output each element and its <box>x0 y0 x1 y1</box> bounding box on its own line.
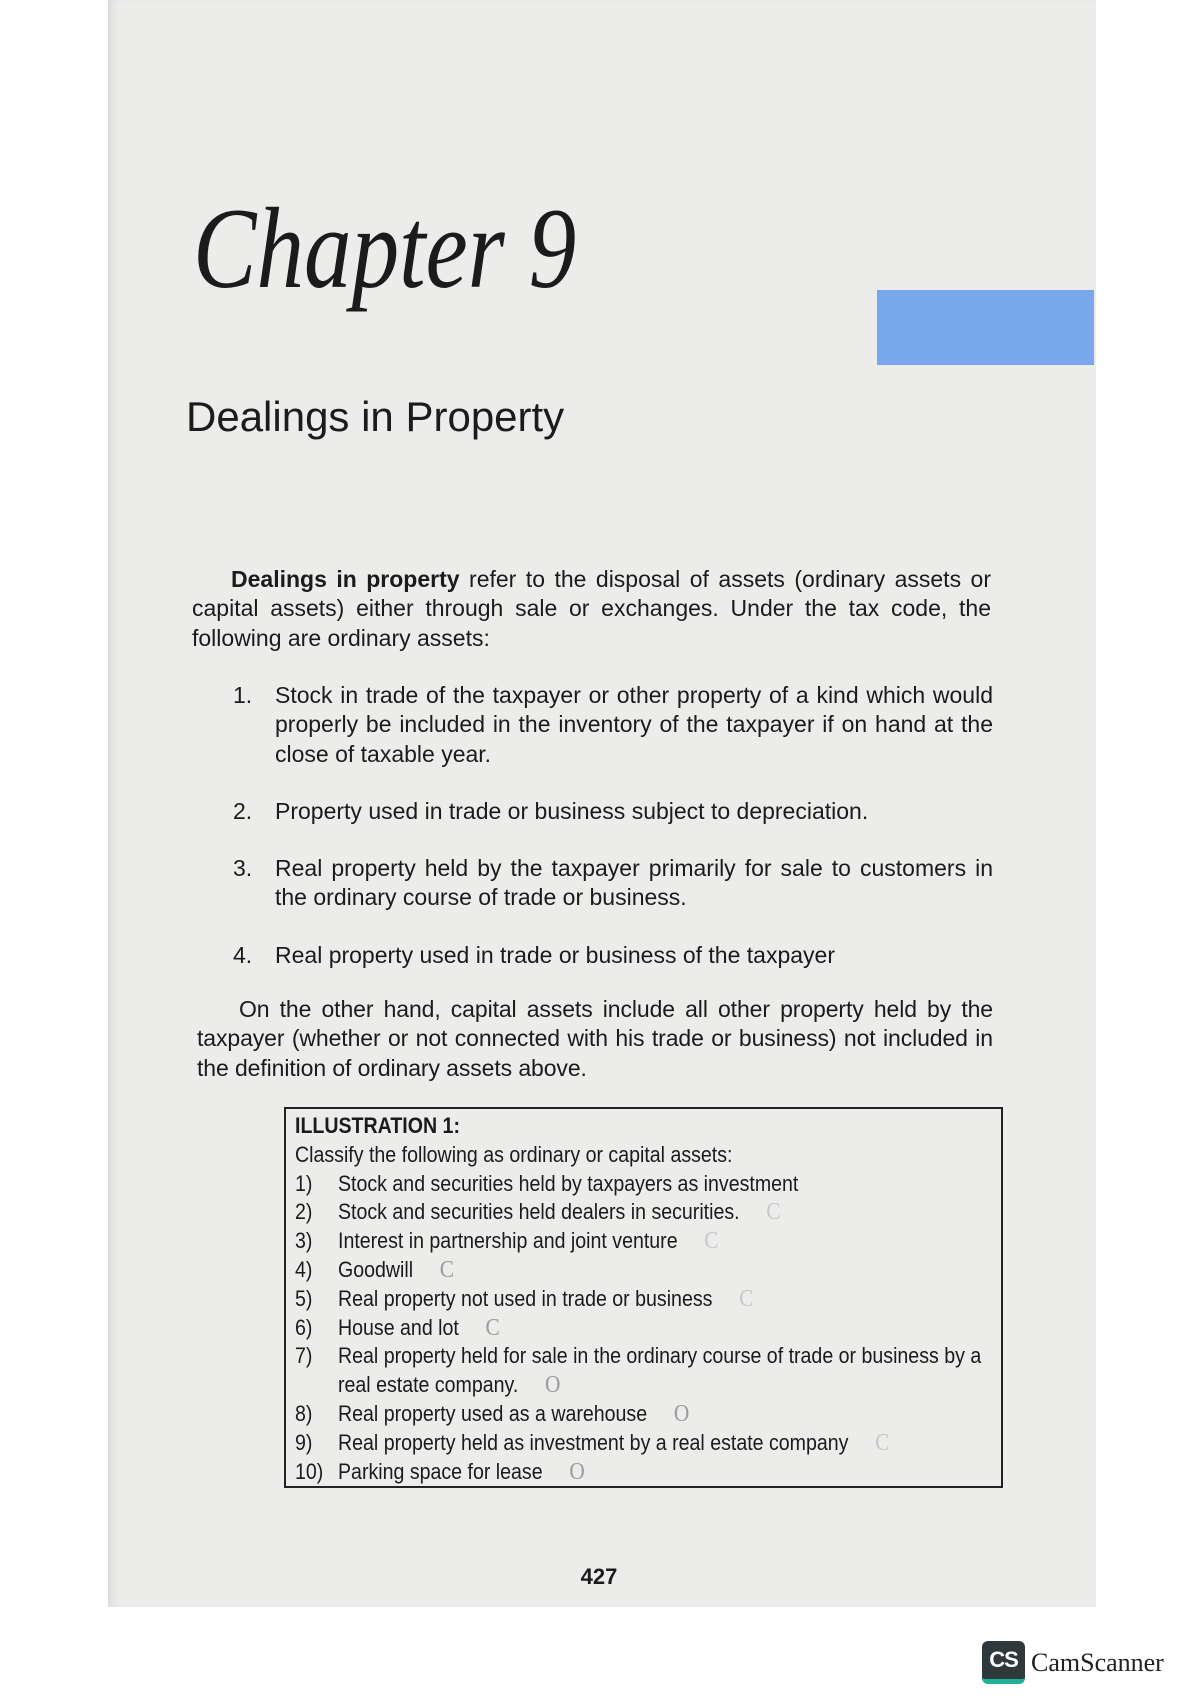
illustration-item-number: 8) <box>295 1400 313 1426</box>
list-item-text <box>275 797 993 826</box>
illustration-item <box>295 1170 1001 1199</box>
illustration-item <box>295 1256 1001 1285</box>
camscanner-wordmark: CamScanner <box>1031 1648 1164 1677</box>
handwritten-mark: C <box>704 1228 719 1255</box>
handwritten-mark: O <box>569 1458 585 1485</box>
list-item-text <box>275 854 993 913</box>
capital-line: the definition of ordinary assets above. <box>197 1054 587 1081</box>
camscanner-badge-text: CS <box>989 1647 1018 1672</box>
illustration-item <box>295 1342 1001 1371</box>
list-item-number: 4. <box>233 941 253 968</box>
illustration-item-text: Real property held as investment by a real estate company <box>338 1429 849 1455</box>
illustration-box <box>284 1107 1003 1488</box>
illustration-item-text: Interest in partnership and joint venture <box>338 1228 678 1254</box>
list-item-line: the ordinary course of trade or business. <box>275 884 687 911</box>
illustration-item-text: Real property not used in trade or business <box>338 1285 713 1311</box>
chapter-title: Dealings in Property <box>186 393 565 440</box>
page-number: 427 <box>580 1564 618 1589</box>
illustration-instruction: Classify the following as ordinary or capital assets: <box>295 1141 733 1167</box>
list-item-line: Real property used in trade or business of the taxpayer <box>275 941 835 968</box>
illustration-item-text: Stock and securities held by taxpayers as investment <box>338 1170 799 1196</box>
list-item <box>233 941 993 970</box>
illustration-item-text: Real property held for sale in the ordinary course of trade or business by a <box>338 1343 982 1369</box>
illustration-item <box>295 1400 1001 1429</box>
illustration-item-text: real estate company. <box>338 1372 519 1398</box>
illustration-item-number: 5) <box>295 1285 313 1311</box>
illustration-item-text: Stock and securities held dealers in securities. <box>338 1199 740 1225</box>
illustration-item-number: 6) <box>295 1314 313 1340</box>
intro-paragraph <box>192 565 991 653</box>
intro-line: following are ordinary assets: <box>192 624 490 651</box>
list-item-line: close of taxable year. <box>275 740 492 767</box>
capital-line: On the other hand, capital assets include all other property held by the <box>239 996 993 1022</box>
chapter-color-band <box>877 290 1094 365</box>
illustration-item <box>295 1429 1001 1458</box>
illustration-item-number: 1) <box>295 1170 313 1196</box>
list-item <box>233 797 993 826</box>
ordinary-assets-list <box>233 681 993 998</box>
capital-assets-paragraph <box>197 995 993 1083</box>
illustration-item-text: Real property used as a warehouse <box>338 1400 648 1426</box>
illustration-item <box>295 1198 1001 1227</box>
list-item <box>233 854 993 913</box>
list-item-line: Real property held by the taxpayer primarily for sale to customers in <box>275 855 993 882</box>
illustration-item-number: 2) <box>295 1199 313 1225</box>
illustration-title-row <box>295 1112 1001 1141</box>
list-item-line: Stock in trade of the taxpayer or other property of a kind which would <box>275 682 993 708</box>
illustration-instruction-row <box>295 1141 1001 1170</box>
list-item-number: 2. <box>233 797 253 824</box>
list-item-line: Property used in trade or business subject to depreciation. <box>275 797 869 824</box>
intro-lead-term: Dealings in property <box>231 566 460 592</box>
list-item-number: 1. <box>233 682 253 708</box>
illustration-item-number: 10) <box>295 1458 324 1484</box>
list-item-text <box>275 681 993 769</box>
illustration-item-number: 3) <box>295 1228 313 1254</box>
illustration-item-number: 7) <box>295 1343 313 1369</box>
list-item-number: 3. <box>233 855 253 882</box>
illustration-item-number: 9) <box>295 1429 313 1455</box>
list-item-line: properly be included in the inventory of the taxpayer if on hand at the <box>275 711 993 738</box>
list-item-text <box>275 941 993 970</box>
intro-line-text: refer to the disposal of assets (ordinary assets or <box>469 566 991 592</box>
handwritten-mark: C <box>439 1256 455 1283</box>
intro-line: capital assets) either through sale or exchanges. Under the tax code, the <box>192 595 991 622</box>
handwritten-mark: C <box>739 1285 754 1312</box>
illustration-item <box>295 1458 1001 1487</box>
handwritten-mark: C <box>485 1314 500 1341</box>
handwritten-mark: C <box>766 1199 781 1226</box>
capital-line: taxpayer (whether or not connected with his trade or business) not included in <box>197 1025 993 1052</box>
chapter-heading: Chapter 9 <box>193 185 577 313</box>
illustration-item <box>295 1314 1001 1343</box>
camscanner-badge-icon <box>982 1641 1025 1684</box>
illustration-title: ILLUSTRATION 1: <box>295 1113 460 1138</box>
intro-line <box>192 565 991 594</box>
illustration-item-text: Goodwill <box>338 1256 414 1282</box>
illustration-item <box>295 1285 1001 1314</box>
handwritten-mark: O <box>673 1400 690 1427</box>
illustration-item-number: 4) <box>295 1256 313 1282</box>
handwritten-mark: C <box>875 1429 890 1456</box>
illustration-item-text: House and lot <box>338 1314 459 1340</box>
illustration-item <box>295 1227 1001 1256</box>
illustration-item-text: Parking space for lease <box>338 1458 543 1484</box>
handwritten-mark: O <box>545 1372 561 1399</box>
illustration-item-continuation <box>295 1371 1001 1400</box>
list-item <box>233 681 993 769</box>
